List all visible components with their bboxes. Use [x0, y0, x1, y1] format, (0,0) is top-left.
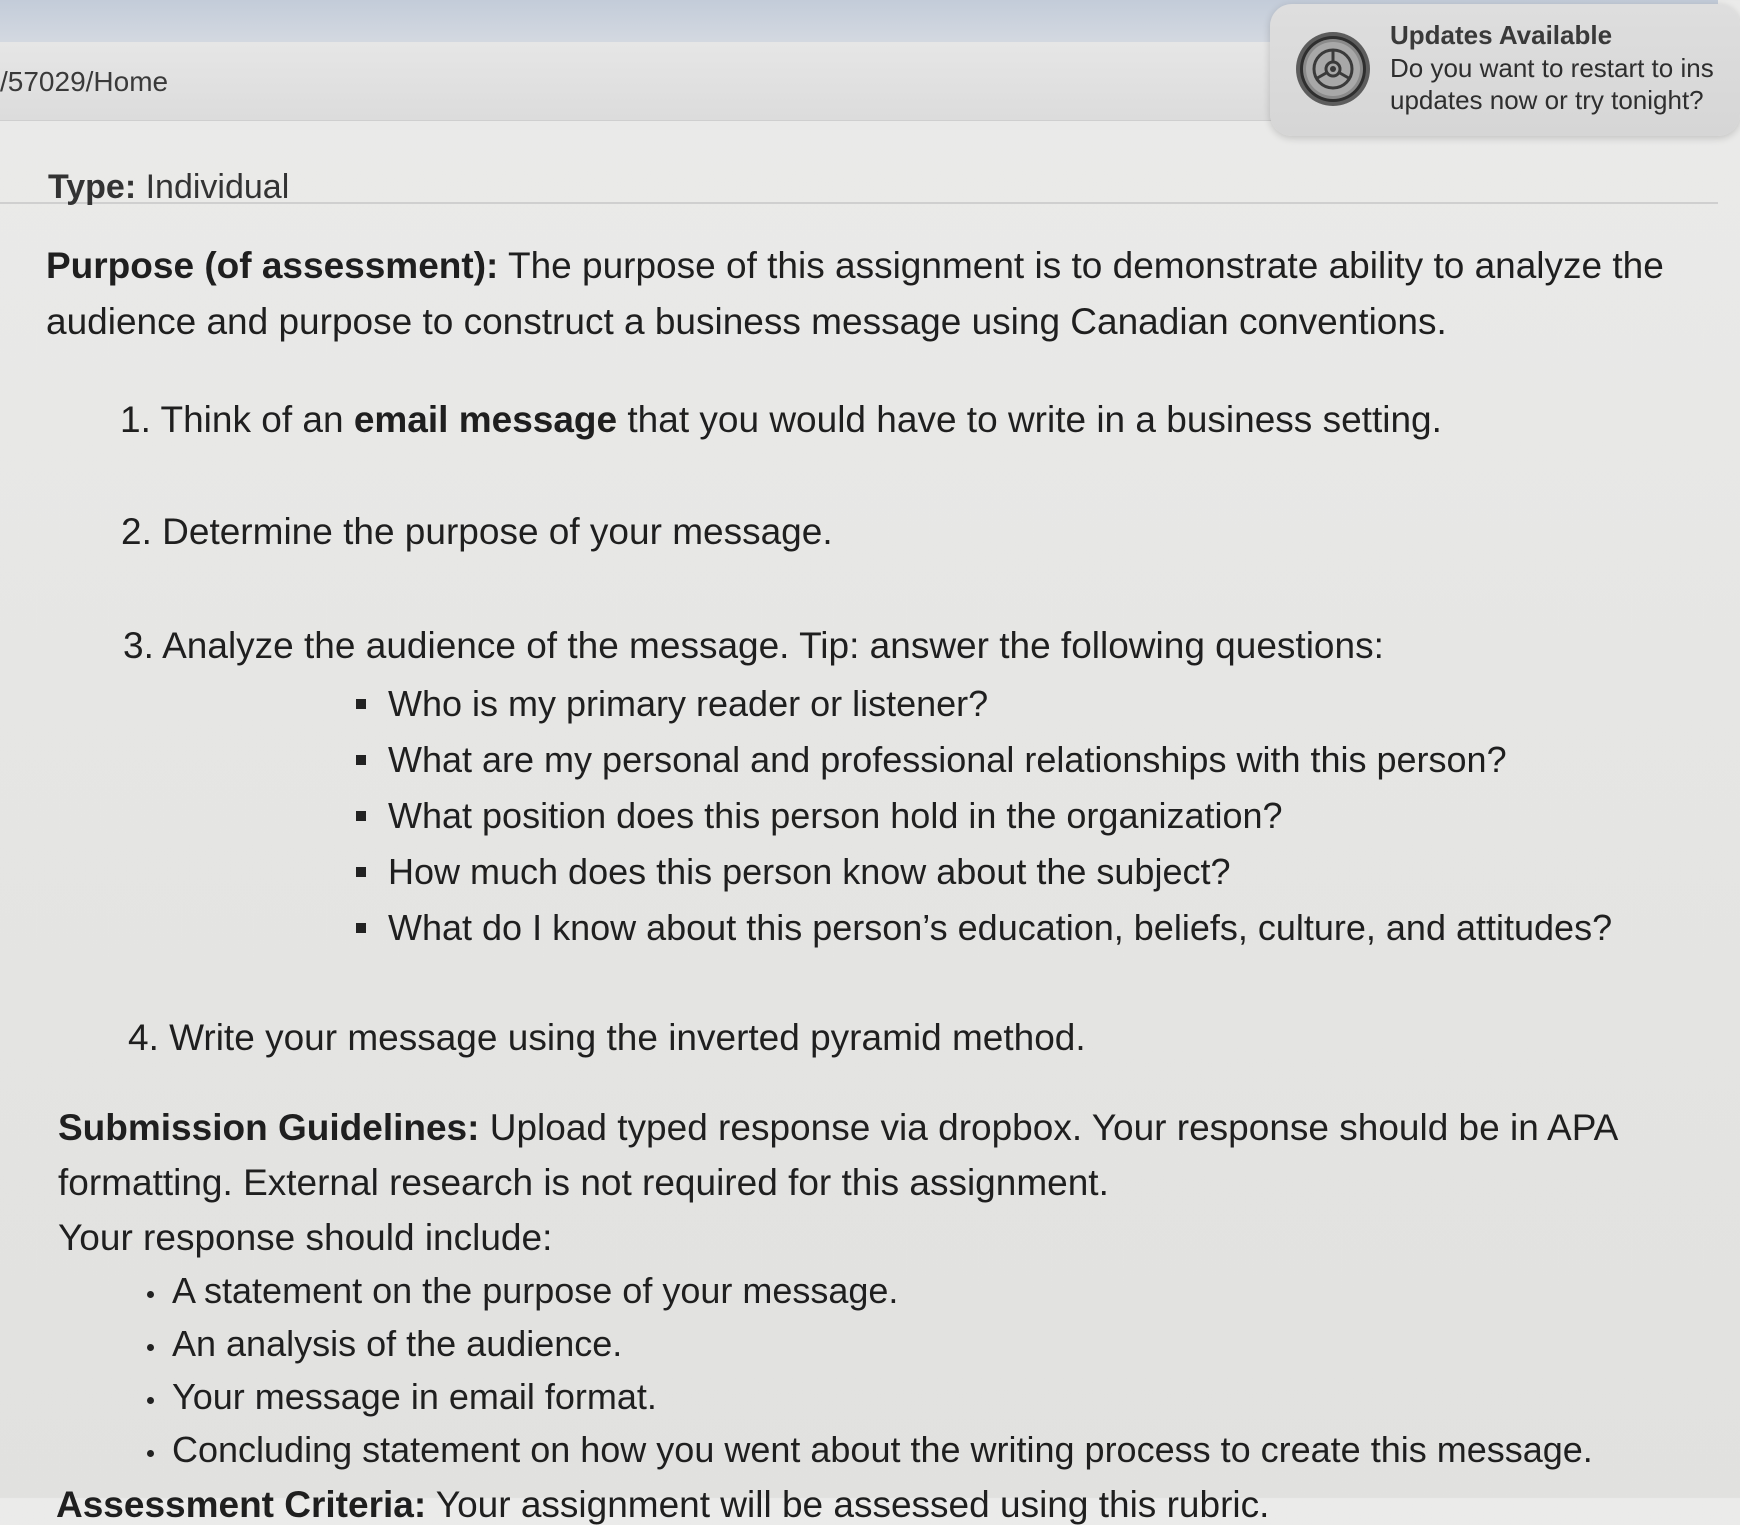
- step-text-pre: Think of an: [160, 399, 354, 440]
- response-intro: Your response should include:: [58, 1217, 553, 1258]
- cut-text: Your assignment will be assessed using this rubric.: [426, 1484, 1270, 1525]
- step-number: 4.: [128, 1017, 159, 1058]
- list-item: Who is my primary reader or listener?: [356, 676, 1612, 732]
- step-text: Determine the purpose of your message.: [162, 511, 833, 552]
- purpose-text: The purpose of this assignment is to demonstrate ability to analyze the audience and purpose to construct a business message using Canadian conventions.: [46, 245, 1664, 342]
- step-3: [123, 624, 1384, 668]
- cut-label: Assessment Criteria:: [56, 1484, 427, 1525]
- list-item: What position does this person hold in the organization?: [356, 788, 1612, 844]
- step-4: [128, 1016, 1086, 1060]
- type-value: Individual: [145, 168, 290, 206]
- list-item: What are my personal and professional relationships with this person?: [356, 732, 1612, 788]
- purpose-paragraph: [46, 238, 1686, 350]
- step-number: 1.: [120, 399, 151, 440]
- audience-questions-list: [356, 676, 1612, 956]
- list-item: Concluding statement on how you went about the writing process to create this message.: [142, 1423, 1593, 1476]
- notification-title: Updates Available: [1390, 20, 1613, 50]
- list-item: A statement on the purpose of your message.: [142, 1264, 1593, 1317]
- type-line: [48, 168, 290, 208]
- submission-guidelines: [58, 1100, 1658, 1210]
- step-number: 2.: [121, 511, 152, 552]
- step-2: [121, 510, 833, 554]
- step-text-bold: email message: [353, 399, 618, 440]
- notification-body-line2: updates now or try tonight?: [1390, 85, 1704, 115]
- list-item: An analysis of the audience.: [142, 1317, 1593, 1370]
- purpose-label: Purpose (of assessment):: [46, 245, 499, 286]
- update-notification[interactable]: [1270, 4, 1740, 136]
- step-text: Analyze the audience of the message. Tip: answer the following questions:: [162, 625, 1384, 666]
- list-item: What do I know about this person’s education, beliefs, culture, and attitudes?: [356, 900, 1612, 956]
- list-item: Your message in email format.: [142, 1370, 1593, 1423]
- submission-text: Upload typed response via dropbox. Your response should be in APA formatting. External research is not required for this assignment.: [58, 1107, 1617, 1203]
- step-1: [120, 398, 1442, 442]
- url-text[interactable]: /57029/Home: [0, 66, 169, 97]
- notification-body: [1390, 52, 1730, 116]
- list-item: How much does this person know about the subject?: [356, 844, 1612, 900]
- cut-off-line: [56, 1484, 1270, 1525]
- type-label: Type:: [48, 168, 137, 206]
- notification-body-line1: Do you want to restart to ins: [1390, 53, 1714, 83]
- step-text-post: that you would have to write in a business setting.: [617, 399, 1442, 440]
- submission-label: Submission Guidelines:: [58, 1107, 480, 1148]
- system-preferences-gear-icon: [1294, 30, 1372, 108]
- response-items-list: [142, 1264, 1593, 1476]
- step-text: Write your message using the inverted pyramid method.: [169, 1017, 1086, 1058]
- step-number: 3.: [123, 625, 154, 666]
